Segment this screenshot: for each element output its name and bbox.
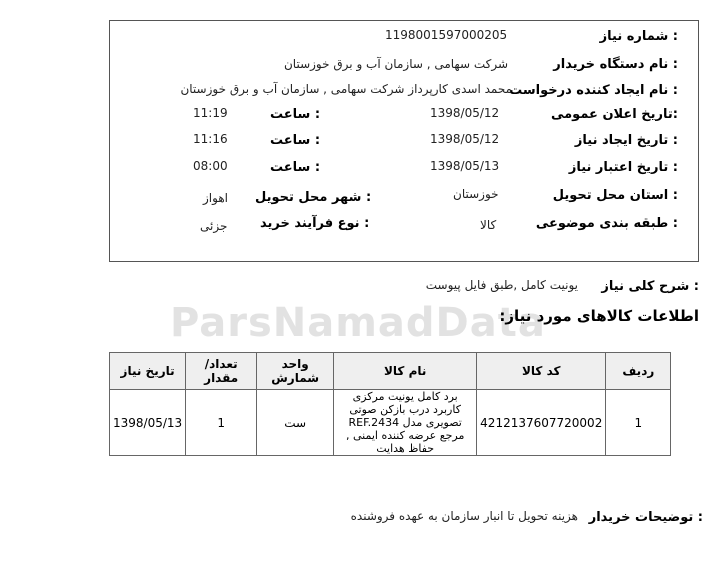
created-date-value: 1398/05/12 <box>430 132 500 146</box>
category-label: طبقه بندی موضوعی : <box>535 216 678 231</box>
table-row <box>110 390 671 456</box>
cell-need-date: 1398/05/13 <box>110 390 186 456</box>
process-value: جزئی <box>200 219 228 233</box>
item-name-text: برد کامل یونیت مرکزی کاربرد درب بازکن صوتی تصویری مدل REF.2434 مرجع عرضه کننده ایمنی , حفاظ هدایت <box>345 390 465 455</box>
cell-row-number: 1 <box>606 390 671 456</box>
summary-label: شرح کلی نیاز : <box>601 279 699 294</box>
cell-unit: ست <box>257 390 334 456</box>
announce-time-label: ساعت : <box>270 107 321 122</box>
header-unit: واحد شمارش <box>257 353 334 390</box>
items-title: اطلاعات کالاهای مورد نیاز: <box>499 307 699 325</box>
cell-quantity: 1 <box>186 390 257 456</box>
announce-date-label: تاریخ اعلان عمومی: <box>550 107 678 122</box>
province-value: خوزستان <box>453 187 499 201</box>
announce-time-value: 11:19 <box>193 106 228 120</box>
items-table <box>109 352 671 456</box>
requester-value: محمد اسدی کارپرداز شرکت سهامی , سازمان آب و برق خوزستان <box>180 82 512 96</box>
buyer-label: نام دستگاه خریدار : <box>553 57 678 72</box>
validity-date-value: 1398/05/13 <box>430 159 500 173</box>
cell-item-name <box>334 390 477 456</box>
validity-time-label: ساعت : <box>270 160 321 175</box>
table-header-row <box>110 353 671 390</box>
header-quantity: تعداد/ مقدار <box>186 353 257 390</box>
header-item-name: نام کالا <box>334 353 477 390</box>
summary-value: یونیت کامل ,طبق فایل پیوست <box>425 278 578 292</box>
need-number-value: 1198001597000205 <box>385 28 508 42</box>
province-label: استان محل تحویل : <box>552 188 678 203</box>
validity-date-label: تاریخ اعتبار نیاز : <box>568 160 678 175</box>
buyer-notes-value: هزینه تحویل تا انبار سازمان به عهده فروشنده <box>350 509 578 523</box>
process-label: نوع فرآیند خرید : <box>260 216 370 231</box>
city-label: شهر محل تحویل : <box>255 190 372 205</box>
cell-item-code: 4212137607720002 <box>477 390 606 456</box>
category-value: کالا <box>480 218 497 232</box>
announce-date-value: 1398/05/12 <box>430 106 500 120</box>
requester-label: نام ایجاد کننده درخواست : <box>509 83 678 98</box>
city-value: اهواز <box>203 191 228 205</box>
header-row-number: ردیف <box>606 353 671 390</box>
created-time-value: 11:16 <box>193 132 228 146</box>
validity-time-value: 08:00 <box>193 159 228 173</box>
buyer-notes-label: توضیحات خریدار : <box>588 510 703 525</box>
created-time-label: ساعت : <box>270 133 321 148</box>
buyer-value: شرکت سهامی , سازمان آب و برق خوزستان <box>283 57 508 71</box>
header-item-code: کد کالا <box>477 353 606 390</box>
created-date-label: تاریخ ایجاد نیاز : <box>574 133 678 148</box>
watermark: ParsNamadData <box>170 300 546 346</box>
header-need-date: تاریخ نیاز <box>110 353 186 390</box>
need-number-label: شماره نیاز : <box>599 29 678 44</box>
